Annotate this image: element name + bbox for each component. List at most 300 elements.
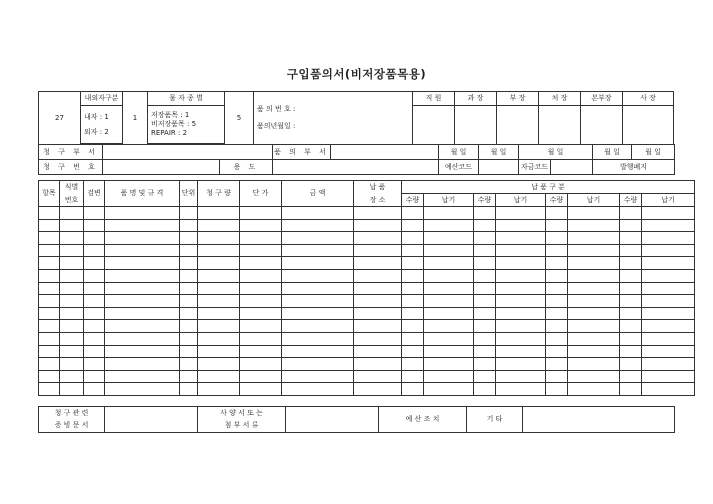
table-cell[interactable] xyxy=(642,383,695,396)
table-cell[interactable] xyxy=(568,320,620,333)
table-cell[interactable] xyxy=(180,232,198,245)
table-cell[interactable] xyxy=(402,207,424,220)
table-cell[interactable] xyxy=(39,370,60,383)
table-cell[interactable] xyxy=(474,320,496,333)
table-cell[interactable] xyxy=(198,257,240,270)
table-cell[interactable] xyxy=(620,244,642,257)
issue-label: 발행폐지 xyxy=(593,160,675,175)
table-cell[interactable] xyxy=(474,332,496,345)
table-cell[interactable] xyxy=(180,307,198,320)
table-cell[interactable] xyxy=(354,295,402,308)
table-cell[interactable] xyxy=(198,207,240,220)
sign-box-4[interactable] xyxy=(539,106,581,145)
table-cell[interactable] xyxy=(240,207,282,220)
table-cell[interactable] xyxy=(546,282,568,295)
table-cell[interactable] xyxy=(424,282,474,295)
table-cell[interactable] xyxy=(105,345,180,358)
table-cell[interactable] xyxy=(496,219,546,232)
table-cell[interactable] xyxy=(546,207,568,220)
request-dept-label: 청 구 부 서 xyxy=(39,145,103,160)
table-cell[interactable] xyxy=(546,295,568,308)
table-cell[interactable] xyxy=(402,244,424,257)
table-cell[interactable] xyxy=(39,345,60,358)
table-cell[interactable] xyxy=(105,244,180,257)
table-cell[interactable] xyxy=(474,232,496,245)
table-cell[interactable] xyxy=(105,219,180,232)
table-cell[interactable] xyxy=(180,207,198,220)
table-cell[interactable] xyxy=(546,244,568,257)
table-cell[interactable] xyxy=(424,232,474,245)
table-cell[interactable] xyxy=(496,257,546,270)
table-cell[interactable] xyxy=(496,244,546,257)
table-cell[interactable] xyxy=(60,232,84,245)
table-cell[interactable] xyxy=(60,269,84,282)
request-no-field[interactable] xyxy=(103,160,220,175)
sign-box-2[interactable] xyxy=(455,106,497,145)
table-cell[interactable] xyxy=(474,370,496,383)
table-cell[interactable] xyxy=(60,219,84,232)
table-cell[interactable] xyxy=(105,269,180,282)
table-cell[interactable] xyxy=(402,320,424,333)
table-cell[interactable] xyxy=(39,307,60,320)
table-cell[interactable] xyxy=(402,332,424,345)
table-cell[interactable] xyxy=(620,269,642,282)
table-cell[interactable] xyxy=(180,269,198,282)
table-cell[interactable] xyxy=(240,358,282,371)
table-cell[interactable] xyxy=(180,244,198,257)
table-cell[interactable] xyxy=(568,345,620,358)
fund-code-field[interactable] xyxy=(551,160,593,175)
table-cell[interactable] xyxy=(198,370,240,383)
table-cell[interactable] xyxy=(60,295,84,308)
non-stock-item-option: 비저장품목 : 5 xyxy=(151,120,197,129)
other-field[interactable] xyxy=(523,407,675,433)
table-cell[interactable] xyxy=(496,383,546,396)
table-cell[interactable] xyxy=(496,370,546,383)
table-cell[interactable] xyxy=(496,345,546,358)
footer-table xyxy=(38,406,675,433)
table-cell[interactable] xyxy=(60,358,84,371)
table-cell[interactable] xyxy=(642,358,695,371)
table-cell[interactable] xyxy=(60,307,84,320)
table-cell[interactable] xyxy=(642,345,695,358)
table-cell[interactable] xyxy=(282,383,354,396)
table-cell[interactable] xyxy=(354,383,402,396)
table-cell[interactable] xyxy=(474,207,496,220)
table-cell[interactable] xyxy=(474,282,496,295)
table-cell[interactable] xyxy=(354,282,402,295)
table-cell[interactable] xyxy=(402,383,424,396)
table-cell[interactable] xyxy=(568,307,620,320)
table-cell[interactable] xyxy=(546,370,568,383)
table-cell[interactable] xyxy=(180,295,198,308)
table-cell[interactable] xyxy=(282,345,354,358)
table-cell[interactable] xyxy=(546,219,568,232)
table-cell[interactable] xyxy=(180,358,198,371)
table-cell[interactable] xyxy=(84,232,105,245)
table-cell[interactable] xyxy=(282,307,354,320)
table-cell[interactable] xyxy=(496,282,546,295)
table-cell[interactable] xyxy=(39,219,60,232)
table-cell[interactable] xyxy=(105,320,180,333)
table-cell[interactable] xyxy=(39,295,60,308)
table-cell[interactable] xyxy=(402,307,424,320)
table-cell[interactable] xyxy=(198,282,240,295)
table-cell[interactable] xyxy=(568,295,620,308)
table-cell[interactable] xyxy=(642,307,695,320)
other-label: 기 타 xyxy=(467,407,523,433)
table-cell[interactable] xyxy=(402,219,424,232)
table-cell[interactable] xyxy=(424,320,474,333)
table-cell[interactable] xyxy=(39,358,60,371)
table-cell[interactable] xyxy=(568,383,620,396)
table-cell[interactable] xyxy=(180,332,198,345)
table-cell[interactable] xyxy=(240,345,282,358)
table-cell[interactable] xyxy=(282,282,354,295)
spec-docs-line2: 첨 부 서 류 xyxy=(224,421,259,429)
table-cell[interactable] xyxy=(240,332,282,345)
sign-box-1[interactable] xyxy=(413,106,455,145)
table-cell[interactable] xyxy=(546,345,568,358)
table-cell[interactable] xyxy=(546,332,568,345)
table-cell[interactable] xyxy=(60,257,84,270)
table-cell[interactable] xyxy=(354,232,402,245)
table-cell[interactable] xyxy=(60,332,84,345)
table-row xyxy=(39,332,695,345)
table-cell[interactable] xyxy=(642,295,695,308)
sign-box-3[interactable] xyxy=(497,106,539,145)
table-cell[interactable] xyxy=(84,383,105,396)
table-cell[interactable] xyxy=(39,282,60,295)
table-cell[interactable] xyxy=(642,332,695,345)
table-cell[interactable] xyxy=(496,332,546,345)
table-cell[interactable] xyxy=(60,370,84,383)
table-cell[interactable] xyxy=(240,232,282,245)
col-qty-4: 수량 xyxy=(620,194,642,207)
table-cell[interactable] xyxy=(282,320,354,333)
related-docs-field[interactable] xyxy=(105,407,198,433)
table-cell[interactable] xyxy=(424,207,474,220)
table-cell[interactable] xyxy=(546,232,568,245)
related-docs-label xyxy=(39,407,105,433)
table-cell[interactable] xyxy=(105,307,180,320)
table-cell[interactable] xyxy=(474,358,496,371)
table-cell[interactable] xyxy=(240,383,282,396)
header-table xyxy=(38,91,674,145)
table-cell[interactable] xyxy=(354,370,402,383)
table-cell[interactable] xyxy=(84,269,105,282)
approval-dept-field[interactable] xyxy=(331,145,439,160)
sign-box-6[interactable] xyxy=(623,106,674,145)
table-row xyxy=(39,269,695,282)
usage-field[interactable] xyxy=(273,160,439,175)
table-cell[interactable] xyxy=(620,207,642,220)
material-type-options xyxy=(148,106,225,144)
approval-no-label: 품 의 번 호 : xyxy=(257,105,296,114)
table-cell[interactable] xyxy=(180,345,198,358)
table-cell[interactable] xyxy=(620,295,642,308)
table-cell[interactable] xyxy=(642,244,695,257)
table-cell[interactable] xyxy=(84,244,105,257)
table-cell[interactable] xyxy=(105,383,180,396)
table-cell[interactable] xyxy=(354,307,402,320)
table-cell[interactable] xyxy=(496,320,546,333)
table-cell[interactable] xyxy=(402,370,424,383)
table-cell[interactable] xyxy=(402,257,424,270)
table-cell[interactable] xyxy=(568,358,620,371)
table-cell[interactable] xyxy=(354,207,402,220)
table-cell[interactable] xyxy=(546,269,568,282)
table-cell[interactable] xyxy=(198,269,240,282)
table-cell[interactable] xyxy=(198,307,240,320)
table-cell[interactable] xyxy=(84,207,105,220)
table-cell[interactable] xyxy=(354,219,402,232)
col-delivery-section: 납 품 구 분 xyxy=(402,181,695,194)
table-cell[interactable] xyxy=(620,358,642,371)
table-cell[interactable] xyxy=(354,345,402,358)
approver-division-head: 처 장 xyxy=(539,92,581,106)
table-cell[interactable] xyxy=(474,383,496,396)
table-row xyxy=(39,282,695,295)
table-cell[interactable] xyxy=(474,295,496,308)
table-cell[interactable] xyxy=(282,370,354,383)
table-cell[interactable] xyxy=(354,244,402,257)
table-cell[interactable] xyxy=(424,370,474,383)
table-cell[interactable] xyxy=(496,207,546,220)
table-cell[interactable] xyxy=(642,370,695,383)
table-cell[interactable] xyxy=(84,219,105,232)
table-cell[interactable] xyxy=(402,232,424,245)
budget-code-field[interactable] xyxy=(479,160,519,175)
table-cell[interactable] xyxy=(39,244,60,257)
table-cell[interactable] xyxy=(496,358,546,371)
table-cell[interactable] xyxy=(474,219,496,232)
table-cell[interactable] xyxy=(60,207,84,220)
table-cell[interactable] xyxy=(180,257,198,270)
table-cell[interactable] xyxy=(424,269,474,282)
col-qty-3: 수량 xyxy=(546,194,568,207)
table-cell[interactable] xyxy=(39,232,60,245)
table-cell[interactable] xyxy=(354,257,402,270)
table-cell[interactable] xyxy=(105,295,180,308)
col-qty-1: 수량 xyxy=(402,194,424,207)
table-cell[interactable] xyxy=(568,219,620,232)
table-cell[interactable] xyxy=(620,383,642,396)
table-row xyxy=(39,383,695,396)
table-cell[interactable] xyxy=(240,269,282,282)
table-cell[interactable] xyxy=(180,282,198,295)
table-cell[interactable] xyxy=(105,282,180,295)
date-2: 월 일 xyxy=(479,145,519,160)
table-cell[interactable] xyxy=(642,320,695,333)
table-cell[interactable] xyxy=(282,269,354,282)
table-cell[interactable] xyxy=(105,358,180,371)
table-cell[interactable] xyxy=(60,244,84,257)
table-cell[interactable] xyxy=(282,219,354,232)
table-cell[interactable] xyxy=(180,370,198,383)
approval-info xyxy=(254,92,413,145)
table-cell[interactable] xyxy=(568,370,620,383)
table-cell[interactable] xyxy=(180,219,198,232)
usage-label: 용 도 xyxy=(220,160,273,175)
table-cell[interactable] xyxy=(39,257,60,270)
table-cell[interactable] xyxy=(198,345,240,358)
table-cell[interactable] xyxy=(84,257,105,270)
table-cell[interactable] xyxy=(620,232,642,245)
table-cell[interactable] xyxy=(474,257,496,270)
table-cell[interactable] xyxy=(105,370,180,383)
table-cell[interactable] xyxy=(568,282,620,295)
table-cell[interactable] xyxy=(39,207,60,220)
table-cell[interactable] xyxy=(620,257,642,270)
table-cell[interactable] xyxy=(424,358,474,371)
table-cell[interactable] xyxy=(84,358,105,371)
table-cell[interactable] xyxy=(474,244,496,257)
table-cell[interactable] xyxy=(282,232,354,245)
table-cell[interactable] xyxy=(424,383,474,396)
table-cell[interactable] xyxy=(620,332,642,345)
table-cell[interactable] xyxy=(240,370,282,383)
table-cell[interactable] xyxy=(198,244,240,257)
table-cell[interactable] xyxy=(424,345,474,358)
table-cell[interactable] xyxy=(642,207,695,220)
table-cell[interactable] xyxy=(620,282,642,295)
table-cell[interactable] xyxy=(282,295,354,308)
table-cell[interactable] xyxy=(354,332,402,345)
table-cell[interactable] xyxy=(496,232,546,245)
col-qty-2: 수량 xyxy=(474,194,496,207)
table-cell[interactable] xyxy=(240,295,282,308)
table-cell[interactable] xyxy=(568,207,620,220)
table-cell[interactable] xyxy=(474,307,496,320)
table-cell[interactable] xyxy=(60,282,84,295)
table-cell[interactable] xyxy=(282,244,354,257)
col-due-4: 납기 xyxy=(642,194,695,207)
table-cell[interactable] xyxy=(424,244,474,257)
table-cell[interactable] xyxy=(84,345,105,358)
table-cell[interactable] xyxy=(642,257,695,270)
table-cell[interactable] xyxy=(402,269,424,282)
table-cell[interactable] xyxy=(198,232,240,245)
table-cell[interactable] xyxy=(39,332,60,345)
table-cell[interactable] xyxy=(402,358,424,371)
spec-docs-field[interactable] xyxy=(286,407,379,433)
table-cell[interactable] xyxy=(282,332,354,345)
table-cell[interactable] xyxy=(568,244,620,257)
table-cell[interactable] xyxy=(642,282,695,295)
table-cell[interactable] xyxy=(198,295,240,308)
table-cell[interactable] xyxy=(198,358,240,371)
table-cell[interactable] xyxy=(424,332,474,345)
table-cell[interactable] xyxy=(39,383,60,396)
sign-box-5[interactable] xyxy=(581,106,623,145)
table-cell[interactable] xyxy=(240,307,282,320)
table-cell[interactable] xyxy=(424,219,474,232)
table-cell[interactable] xyxy=(198,219,240,232)
table-cell[interactable] xyxy=(496,295,546,308)
table-cell[interactable] xyxy=(240,244,282,257)
table-cell[interactable] xyxy=(424,257,474,270)
table-cell[interactable] xyxy=(354,269,402,282)
table-cell[interactable] xyxy=(620,307,642,320)
table-cell[interactable] xyxy=(424,295,474,308)
table-cell[interactable] xyxy=(60,345,84,358)
table-cell[interactable] xyxy=(282,207,354,220)
table-cell[interactable] xyxy=(105,257,180,270)
table-cell[interactable] xyxy=(546,358,568,371)
table-cell[interactable] xyxy=(180,320,198,333)
table-cell[interactable] xyxy=(620,320,642,333)
table-cell[interactable] xyxy=(474,269,496,282)
table-cell[interactable] xyxy=(474,345,496,358)
table-cell[interactable] xyxy=(496,307,546,320)
table-cell[interactable] xyxy=(642,219,695,232)
table-cell[interactable] xyxy=(105,207,180,220)
approver-section-chief: 과 장 xyxy=(455,92,497,106)
table-cell[interactable] xyxy=(620,219,642,232)
table-cell[interactable] xyxy=(546,320,568,333)
table-cell[interactable] xyxy=(180,383,198,396)
table-cell[interactable] xyxy=(105,232,180,245)
table-cell[interactable] xyxy=(546,307,568,320)
related-docs-line1: 청 구 관 련 xyxy=(54,409,89,418)
table-cell[interactable] xyxy=(84,295,105,308)
table-cell[interactable] xyxy=(546,383,568,396)
col-request-qty: 청 구 량 xyxy=(198,181,240,207)
table-cell[interactable] xyxy=(620,345,642,358)
table-cell[interactable] xyxy=(568,332,620,345)
table-cell[interactable] xyxy=(39,269,60,282)
table-row xyxy=(39,307,695,320)
table-cell[interactable] xyxy=(642,232,695,245)
table-cell[interactable] xyxy=(354,358,402,371)
table-cell[interactable] xyxy=(39,320,60,333)
table-cell[interactable] xyxy=(568,257,620,270)
table-cell[interactable] xyxy=(84,320,105,333)
table-cell[interactable] xyxy=(105,332,180,345)
table-cell[interactable] xyxy=(84,332,105,345)
table-cell[interactable] xyxy=(198,383,240,396)
table-cell[interactable] xyxy=(546,257,568,270)
table-cell[interactable] xyxy=(282,257,354,270)
table-cell[interactable] xyxy=(424,307,474,320)
table-cell[interactable] xyxy=(568,269,620,282)
table-cell[interactable] xyxy=(240,219,282,232)
col-delivery-place-line2: 장 소 xyxy=(369,195,386,204)
table-cell[interactable] xyxy=(282,358,354,371)
table-cell[interactable] xyxy=(240,282,282,295)
table-cell[interactable] xyxy=(60,383,84,396)
request-dept-field[interactable] xyxy=(103,145,273,160)
table-cell[interactable] xyxy=(60,320,84,333)
table-cell[interactable] xyxy=(620,370,642,383)
table-cell[interactable] xyxy=(402,295,424,308)
table-cell[interactable] xyxy=(84,282,105,295)
table-cell[interactable] xyxy=(240,320,282,333)
table-cell[interactable] xyxy=(354,320,402,333)
table-cell[interactable] xyxy=(198,320,240,333)
table-cell[interactable] xyxy=(568,232,620,245)
table-cell[interactable] xyxy=(198,332,240,345)
table-cell[interactable] xyxy=(84,307,105,320)
table-cell[interactable] xyxy=(84,370,105,383)
table-cell[interactable] xyxy=(402,282,424,295)
table-cell[interactable] xyxy=(402,345,424,358)
table-cell[interactable] xyxy=(240,257,282,270)
table-cell[interactable] xyxy=(496,269,546,282)
date-4: 월 일 xyxy=(593,145,632,160)
table-cell[interactable] xyxy=(642,269,695,282)
